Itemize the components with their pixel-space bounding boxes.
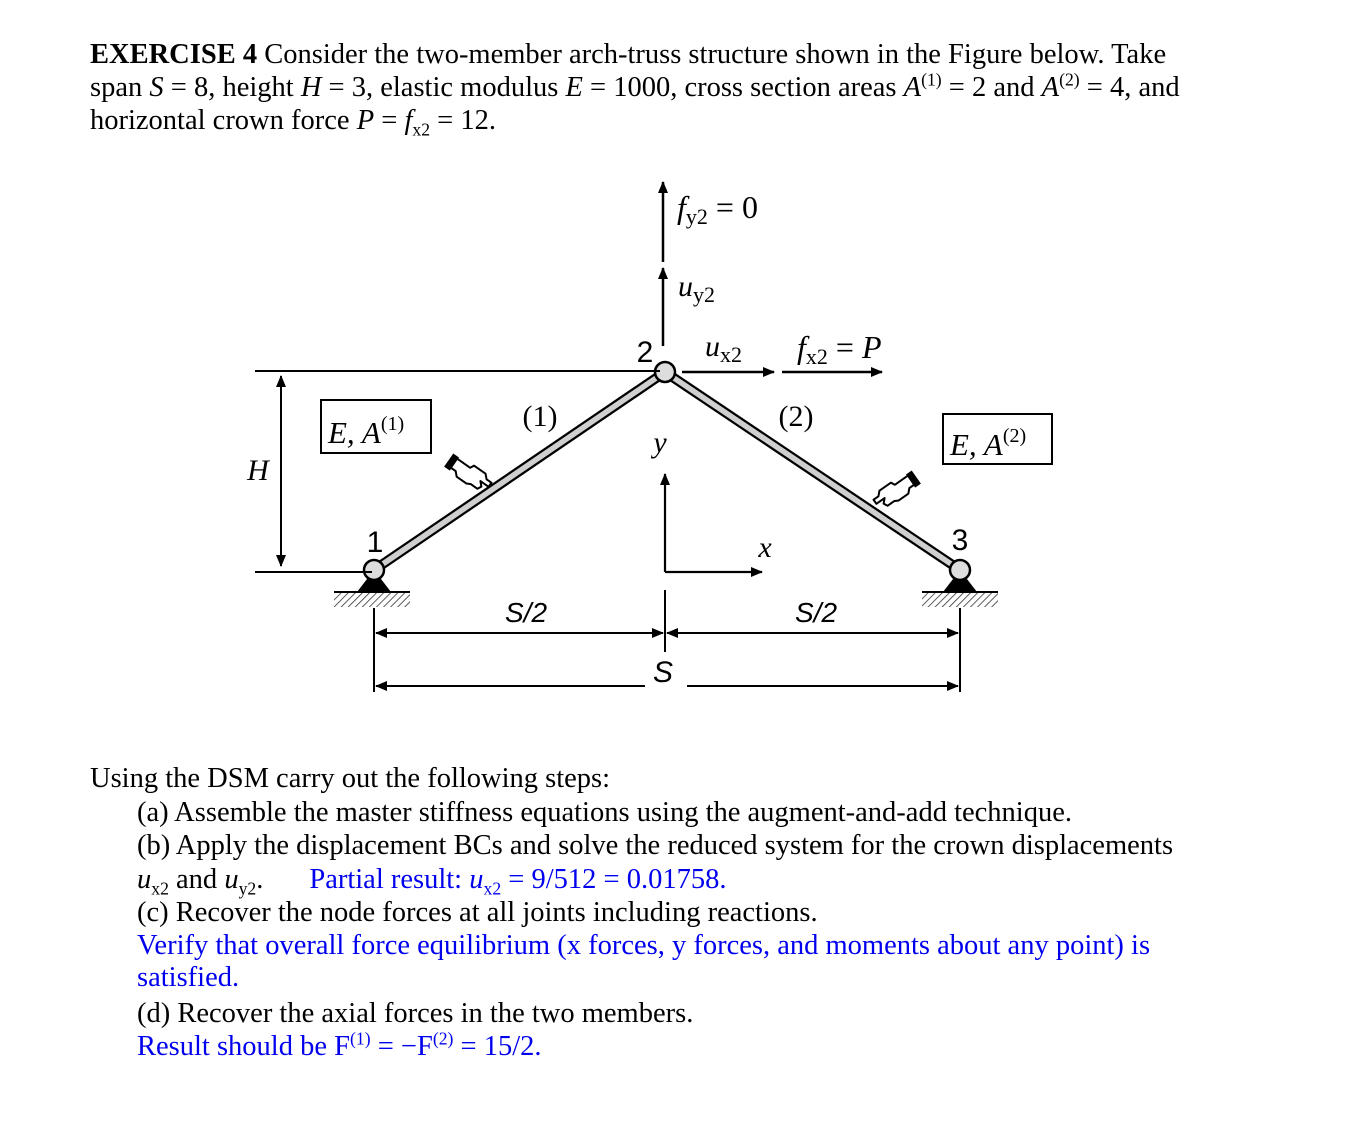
fy2-label: fy2 = 0 [677, 189, 758, 229]
step-b: (b) Apply the displacement BCs and solve the reduced system for the crown displacements [137, 830, 1174, 861]
span-label: S [652, 656, 674, 689]
partial-result: Partial result: $u_{x2} = 9/512 = 0.01758$. [309, 863, 727, 899]
step-a: (a) Assemble the master stiffness equations using the augment-and-add technique. [137, 796, 1072, 828]
member-1-property-label: E, $A^{(1)}$ [328, 413, 405, 450]
exercise-title: EXERCISE 4 [90, 39, 258, 70]
height-label: H [247, 454, 269, 487]
height-dimension [245, 371, 660, 572]
node-1-label: 1 [366, 526, 384, 559]
axial-result: Result should be $F^{(1)} = -F^{(2)} = 15/2$. [137, 1028, 542, 1062]
coordinate-axes [665, 474, 762, 572]
pointing-hand-icon-right [871, 469, 921, 512]
step-d: (d) Recover the axial forces in the two members. [137, 997, 694, 1029]
statement-line-1: EXERCISE 4 Consider the two-member arch-truss structure shown in the Figure below. Take [90, 39, 1167, 70]
y-axis-label: y [653, 426, 667, 459]
x-axis-label: x [758, 531, 772, 564]
half-span-left-label: S/2 [504, 597, 548, 628]
step-c: (c) Recover the node forces at all joints including reactions. [137, 897, 818, 928]
verify-note: Verify that overall force equilibrium (x forces, y forces, and moments about any point) is satisfied. [137, 929, 1151, 993]
steps-intro: Using the DSM carry out the following steps: [90, 763, 611, 794]
statement-line-2: span S = 8, height H = 3, elastic modulus E = 1000, cross section areas $A^{(1)} = 2$ and $A^{(2)} = 4$, and [90, 69, 1180, 103]
fx2-label: fx2 = P [797, 329, 882, 369]
half-span-right-label: S/2 [794, 597, 838, 628]
member-2-property-label: E, $A^{(2)}$ [950, 425, 1027, 462]
member-1-label: (1) [522, 400, 558, 433]
ux2-label: $u_{x2}$ [705, 330, 742, 367]
node-1-joint [364, 560, 384, 580]
node-3-joint [950, 560, 970, 580]
node-3-label: 3 [951, 524, 969, 557]
step-b-cont: $u_{x2}$ and $u_{y2}$. Partial result: $u_{x2} = 9/512 = 0.01758$. [137, 863, 727, 899]
statement-line-3: horizontal crown force $P = f_{x2} = 12$. [90, 105, 496, 140]
node-2-label: 2 [636, 336, 654, 369]
member-2-label: (2) [778, 400, 814, 433]
uy2-label: $u_{y2}$ [678, 270, 715, 307]
steps-section [90, 762, 1290, 1064]
